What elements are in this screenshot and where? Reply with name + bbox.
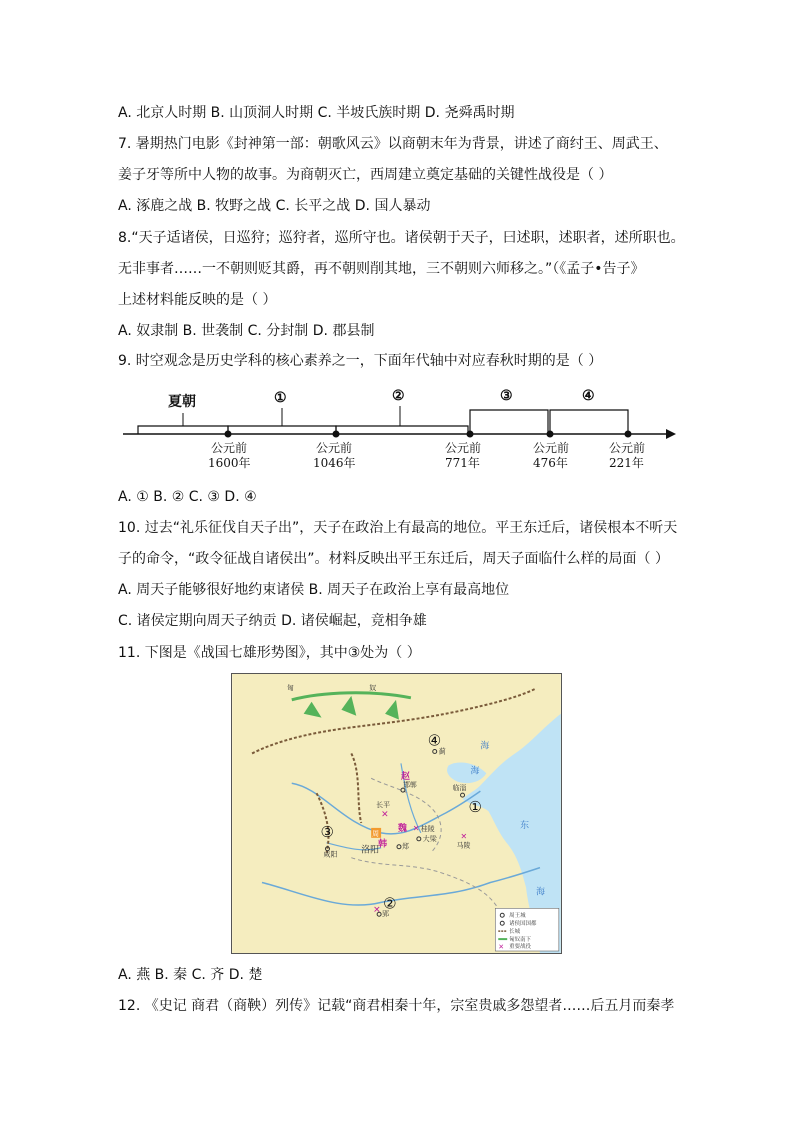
map-place-han: 韩	[378, 839, 388, 850]
map-label-xiong: 匈	[286, 683, 294, 692]
timeline-era-label: 夏朝	[168, 394, 196, 410]
timeline-segment-2: ②	[392, 388, 405, 404]
timeline-tick-1-bottom: 1600年	[208, 456, 251, 470]
q10-stem-line2: 子的命令，“政令征战自诸侯出”。材料反映出平王东迁后，周天子面临什么样的局面（ ）	[118, 551, 669, 567]
timeline-tick-dot	[547, 431, 554, 438]
q10-options-cd: C. 诸侯定期向周天子纳贡 D. 诸侯崛起，竞相争雄	[118, 613, 427, 629]
q7-stem-line2: 姜子牙等所中人物的故事。为商朝灭亡，西周建立奠定基础的关键性战役是（ ）	[118, 167, 613, 183]
timeline-tick-5-top: 公元前	[609, 441, 646, 455]
q10-options-ab: A. 周天子能够很好地约束诸侯 B. 周天子在政治上享有最高地位	[118, 582, 510, 598]
map-place-maling: 马陵	[456, 841, 471, 850]
battle-icon: ✕	[460, 831, 468, 841]
map-marker-2: ②	[383, 894, 397, 913]
map-sea-label: 东	[520, 820, 530, 831]
svg-text:重要战役: 重要战役	[509, 944, 532, 951]
map-place-zheng: 郑	[401, 842, 409, 851]
map-place-ji: 蓟	[438, 747, 446, 756]
timeline-tick-3-top: 公元前	[445, 441, 482, 455]
q6-options: A. 北京人时期 B. 山顶洞人时期 C. 半坡氏族时期 D. 尧舜禹时期	[118, 105, 515, 121]
q8-stem-line1: 8.“天子适诸侯，日巡狩；巡狩者，巡所守也。诸侯朝于天子，曰述职，述职者，述所职也。	[118, 230, 685, 246]
svg-text:长城: 长城	[509, 929, 521, 936]
battle-icon: ✕	[373, 905, 381, 916]
svg-text:诸侯国国都: 诸侯国国都	[509, 921, 537, 928]
map-place-luoyang: 洛阳	[361, 845, 380, 856]
timeline-tick-1-top: 公元前	[211, 441, 248, 455]
q8-stem-line2: 无非事者……一不朝则贬其爵，再不朝则削其地，三不朝则六师移之。”（《孟子•告子》	[118, 261, 645, 277]
map-marker-1: ①	[468, 798, 482, 817]
battle-icon: ✕	[381, 809, 389, 820]
map-place-handan: 邯郸	[402, 781, 417, 790]
map-label-nu: 奴	[369, 683, 377, 692]
q7-stem-line1: 7. 暑期热门电影《封神第一部：朝歌风云》以商朝末年为背景，讲述了商纣王、周武王、	[118, 136, 668, 152]
map-marker-3: ③	[320, 822, 334, 841]
map-marker-4: ④	[427, 731, 442, 750]
timeline-tick-4-bottom: 476年	[533, 456, 568, 470]
map-place-wei: 魏	[397, 823, 407, 834]
q9-stem: 9. 时空观念是历史学科的核心素养之一，下面年代轴中对应春秋时期的是（ ）	[118, 353, 603, 369]
timeline-tick-dot	[467, 431, 474, 438]
map-sea-label: 海	[480, 741, 490, 752]
q11-options: A. 燕 B. 秦 C. 齐 D. 楚	[118, 967, 263, 983]
warring-states-map	[231, 673, 562, 954]
q12-stem-line1: 12. 《史记 商君（商鞅）列传》记载“商君相秦十年，宗室贵戚多怨望者……后五月而秦孝	[118, 998, 675, 1014]
map-legend	[495, 908, 559, 951]
svg-text:✕: ✕	[498, 943, 505, 952]
q8-stem-line3: 上述材料能反映的是（ ）	[118, 292, 277, 308]
timeline-diagram	[118, 378, 678, 473]
map-place-changping: 长平	[376, 801, 391, 810]
timeline-tick-5-bottom: 221年	[609, 456, 644, 470]
map-place-zhou: 周	[372, 829, 380, 838]
q8-options: A. 奴隶制 B. 世袭制 C. 分封制 D. 郡县制	[118, 323, 375, 339]
timeline-segment-3: ③	[500, 388, 513, 404]
map-place-guiling: 桂陵	[420, 824, 435, 833]
map-place-zhao: 赵	[400, 772, 410, 783]
svg-text:匈奴南下: 匈奴南下	[509, 937, 532, 944]
timeline-tick-dot	[225, 431, 232, 438]
battle-icon: ✕	[412, 823, 420, 833]
q10-stem-line1: 10. 过去“礼乐征伐自天子出”，天子在政治上有最高的地位。平王东迁后，诸侯根本不听天	[118, 520, 678, 536]
map-place-ying: 郢	[382, 910, 390, 919]
timeline-tick-3-bottom: 771年	[445, 456, 480, 470]
q7-options: A. 涿鹿之战 B. 牧野之战 C. 长平之战 D. 国人暴动	[118, 198, 431, 214]
map-place-linzi: 临淄	[452, 784, 467, 793]
map-sea-label: 海	[536, 887, 545, 898]
timeline-segment-1: ①	[274, 390, 287, 406]
timeline-tick-dot	[625, 431, 632, 438]
map-sea-label: 海	[470, 766, 480, 777]
timeline-tick-dot	[333, 431, 340, 438]
svg-text:周王城: 周王城	[509, 913, 526, 920]
timeline-arrow	[666, 429, 676, 439]
timeline-tick-2-bottom: 1046年	[313, 456, 356, 470]
timeline-tick-2-top: 公元前	[316, 441, 353, 455]
timeline-tick-4-top: 公元前	[533, 441, 570, 455]
q9-options: A. ① B. ② C. ③ D. ④	[118, 489, 257, 505]
timeline-segment-4: ④	[582, 388, 595, 404]
q11-stem: 11. 下图是《战国七雄形势图》，其中③处为（ ）	[118, 645, 421, 661]
map-place-daliang: 大梁	[422, 834, 437, 843]
map-place-xianyang: 咸阳	[323, 850, 338, 859]
